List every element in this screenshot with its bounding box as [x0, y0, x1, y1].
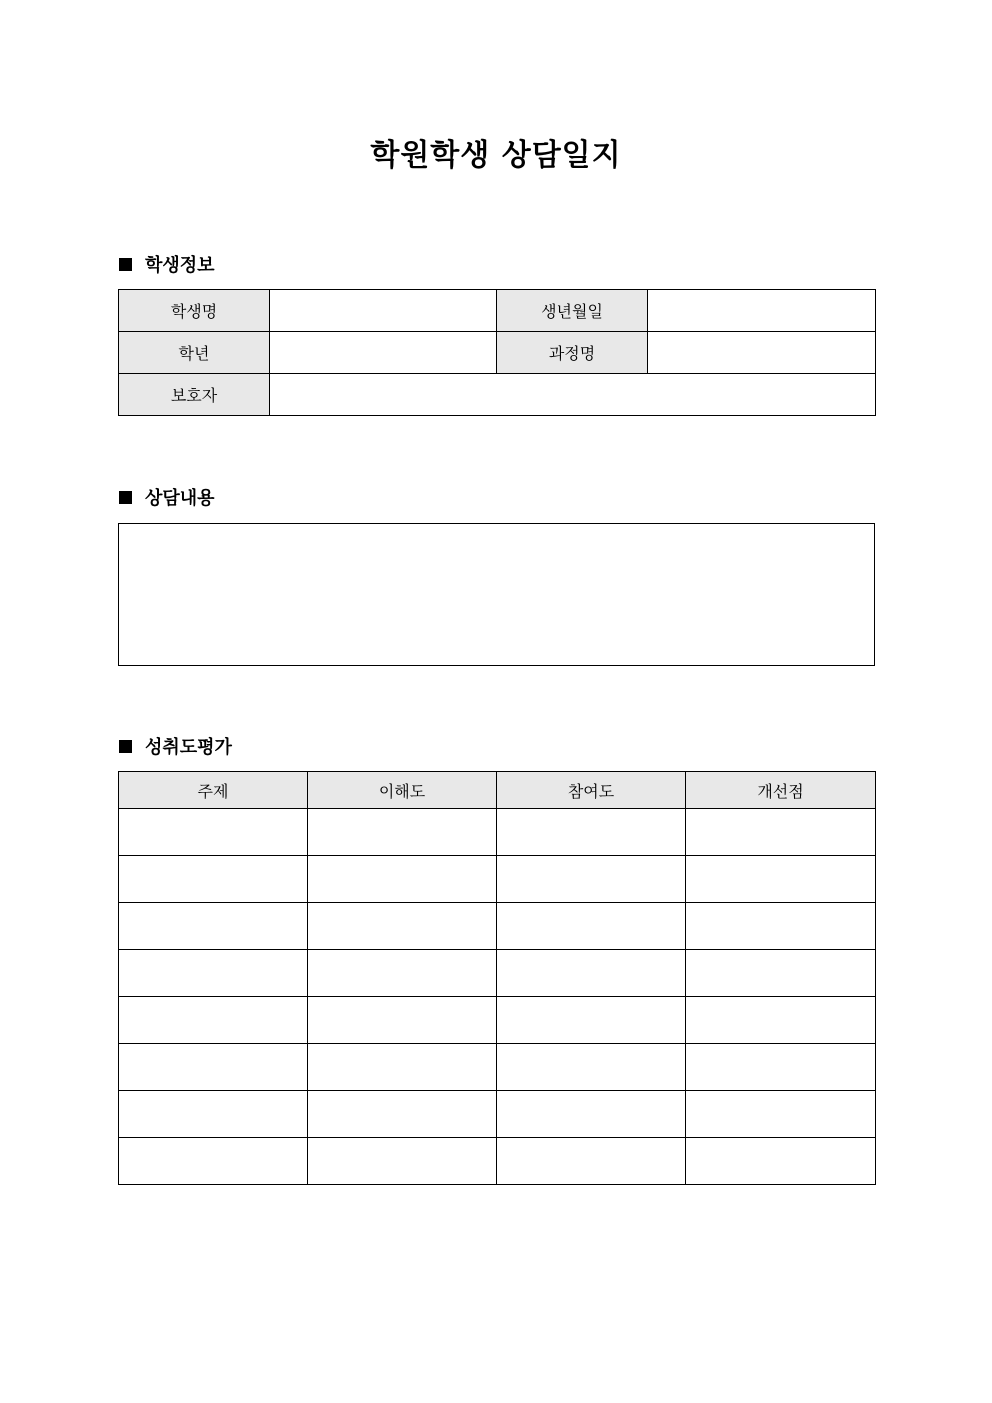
understanding-cell[interactable] — [308, 997, 497, 1044]
understanding-cell[interactable] — [308, 856, 497, 903]
participation-cell[interactable] — [497, 856, 686, 903]
evaluation-table — [118, 771, 876, 1185]
birth-date-label: 생년월일 — [497, 290, 648, 332]
table-row — [119, 332, 876, 374]
table-row — [119, 997, 876, 1044]
square-bullet-icon — [119, 740, 132, 753]
student-name-label: 학생명 — [119, 290, 270, 332]
topic-cell[interactable] — [119, 1044, 308, 1091]
understanding-cell[interactable] — [308, 1138, 497, 1185]
student-name-field[interactable] — [270, 290, 497, 332]
understanding-cell[interactable] — [308, 903, 497, 950]
document-title: 학원학생 상담일지 — [370, 138, 622, 173]
table-row — [119, 1044, 876, 1091]
participation-cell[interactable] — [497, 950, 686, 997]
improvement-cell[interactable] — [686, 903, 876, 950]
table-row — [119, 903, 876, 950]
participation-cell[interactable] — [497, 809, 686, 856]
topic-cell[interactable] — [119, 1091, 308, 1138]
guardian-label: 보호자 — [119, 374, 270, 416]
table-row — [119, 374, 876, 416]
improvement-cell[interactable] — [686, 1138, 876, 1185]
column-header-understanding: 이해도 — [308, 772, 497, 809]
topic-cell[interactable] — [119, 856, 308, 903]
counseling-heading-text: 상담내용 — [145, 488, 215, 509]
column-header-topic: 주제 — [119, 772, 308, 809]
topic-cell[interactable] — [119, 1138, 308, 1185]
understanding-cell[interactable] — [308, 1044, 497, 1091]
participation-cell[interactable] — [497, 903, 686, 950]
participation-cell[interactable] — [497, 1138, 686, 1185]
guardian-field[interactable] — [270, 374, 876, 416]
table-row — [119, 1091, 876, 1138]
topic-cell[interactable] — [119, 903, 308, 950]
participation-cell[interactable] — [497, 1091, 686, 1138]
birth-date-field[interactable] — [648, 290, 876, 332]
student-info-table — [118, 289, 876, 416]
table-row — [119, 950, 876, 997]
square-bullet-icon — [119, 491, 132, 504]
grade-label: 학년 — [119, 332, 270, 374]
table-header-row — [119, 772, 876, 809]
counseling-heading — [119, 485, 215, 509]
understanding-cell[interactable] — [308, 1091, 497, 1138]
counseling-content-field[interactable] — [118, 523, 875, 666]
course-field[interactable] — [648, 332, 876, 374]
participation-cell[interactable] — [497, 997, 686, 1044]
table-row — [119, 1138, 876, 1185]
understanding-cell[interactable] — [308, 809, 497, 856]
square-bullet-icon — [119, 258, 132, 271]
improvement-cell[interactable] — [686, 1044, 876, 1091]
table-row — [119, 290, 876, 332]
understanding-cell[interactable] — [308, 950, 497, 997]
student-info-heading — [119, 252, 215, 276]
column-header-improvement: 개선점 — [686, 772, 876, 809]
table-row — [119, 856, 876, 903]
column-header-participation: 참여도 — [497, 772, 686, 809]
course-label: 과정명 — [497, 332, 648, 374]
topic-cell[interactable] — [119, 997, 308, 1044]
participation-cell[interactable] — [497, 1044, 686, 1091]
table-row — [119, 809, 876, 856]
improvement-cell[interactable] — [686, 856, 876, 903]
improvement-cell[interactable] — [686, 809, 876, 856]
improvement-cell[interactable] — [686, 1091, 876, 1138]
topic-cell[interactable] — [119, 950, 308, 997]
student-info-heading-text: 학생정보 — [145, 255, 215, 276]
evaluation-heading-text: 성취도평가 — [145, 737, 232, 758]
grade-field[interactable] — [270, 332, 497, 374]
improvement-cell[interactable] — [686, 950, 876, 997]
topic-cell[interactable] — [119, 809, 308, 856]
evaluation-heading — [119, 734, 232, 758]
improvement-cell[interactable] — [686, 997, 876, 1044]
